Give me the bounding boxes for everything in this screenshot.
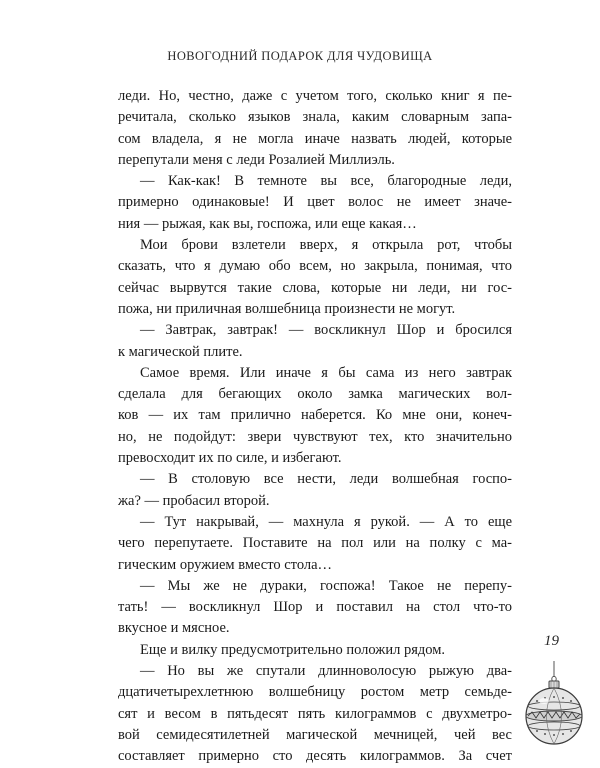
text-line: леди. Но, честно, даже с учетом того, сколько книг я пе- xyxy=(118,88,512,104)
text-line: дцатичетырехлетнюю волшебницу ростом метр семьде- xyxy=(118,684,512,701)
text-line: сом владела, я не могла иначе назвать людей, которые xyxy=(118,130,512,147)
text-line: Еще и вилку предусмотрительно положил рядом. xyxy=(140,641,446,658)
text-line: перепутали меня с леди Розалией Миллиэль. xyxy=(118,151,395,168)
text-line: — Завтрак, завтрак! — воскликнул Шор и бросился xyxy=(140,322,512,339)
text-line: ков — их там прилично наберется. Ко мне они, конеч- xyxy=(118,407,512,424)
text-line: вой семидесятилетней магической мечницей, чей вес xyxy=(118,726,512,743)
text-line: Самое время. Или иначе я бы сама из него завтрак xyxy=(140,364,512,381)
text-line: — Мы же не дураки, госпожа! Такое не перепу- xyxy=(140,577,512,594)
text-line: речитала, сколько языков знала, каким словарным запа- xyxy=(118,109,512,126)
text-line: — Тут накрывай, — махнула я рукой. — А то еще xyxy=(140,513,512,530)
text-line: гическим оружием вместо стола… xyxy=(118,556,333,573)
text-line: сят и весом в пятьдесят пять килограммов с двухметро- xyxy=(118,705,512,722)
text-line: чего перепутаете. Поставите на пол или на полку с ма- xyxy=(118,535,512,552)
text-line: — В столовую все нести, леди волшебная госпо- xyxy=(140,471,512,488)
page-number: 19 xyxy=(544,633,559,649)
running-header: НОВОГОДНИЙ ПОДАРОК ДЛЯ ЧУДОВИЩА xyxy=(167,49,433,63)
text-line: сейчас вырвутся такие слова, которые ни леди, ни гос- xyxy=(118,279,512,296)
text-line: превосходит их по силе, и избегают. xyxy=(118,450,342,467)
text-line: — Но вы же спутали длинноволосую рыжую два- xyxy=(140,663,512,680)
text-line: ния — рыжая, как вы, госпожа, или еще какая… xyxy=(118,215,417,232)
text-line: пожа, ни приличная волшебница произнести не могут. xyxy=(118,300,456,317)
text-line: Мои брови взлетели вверх, я открыла рот, чтобы xyxy=(140,237,512,254)
text-line: — Как-как! В темноте вы все, благородные леди, xyxy=(140,173,512,190)
text-line: примерно одинаковые! И цвет волос не имеет значе- xyxy=(118,194,512,211)
christmas-bauble-icon xyxy=(523,661,585,750)
text-line: составляет примерно сто десять килограммов. За счет xyxy=(118,748,512,765)
text-line: вкусное и мясное. xyxy=(118,620,230,637)
text-line: жа? — пробасил второй. xyxy=(118,492,270,509)
text-line: тать! — воскликнул Шор и поставил на стол что-то xyxy=(118,599,512,616)
text-line: но, не подойдут: звери чувствуют тех, кто значительно xyxy=(118,428,512,445)
text-line: сделала для бегающих около замка магических вол- xyxy=(118,386,512,403)
text-line: к магической плите. xyxy=(118,343,243,360)
text-line: сказать, что я думаю обо всем, но закрыла, понимая, что xyxy=(118,258,512,275)
body-text xyxy=(118,86,512,768)
